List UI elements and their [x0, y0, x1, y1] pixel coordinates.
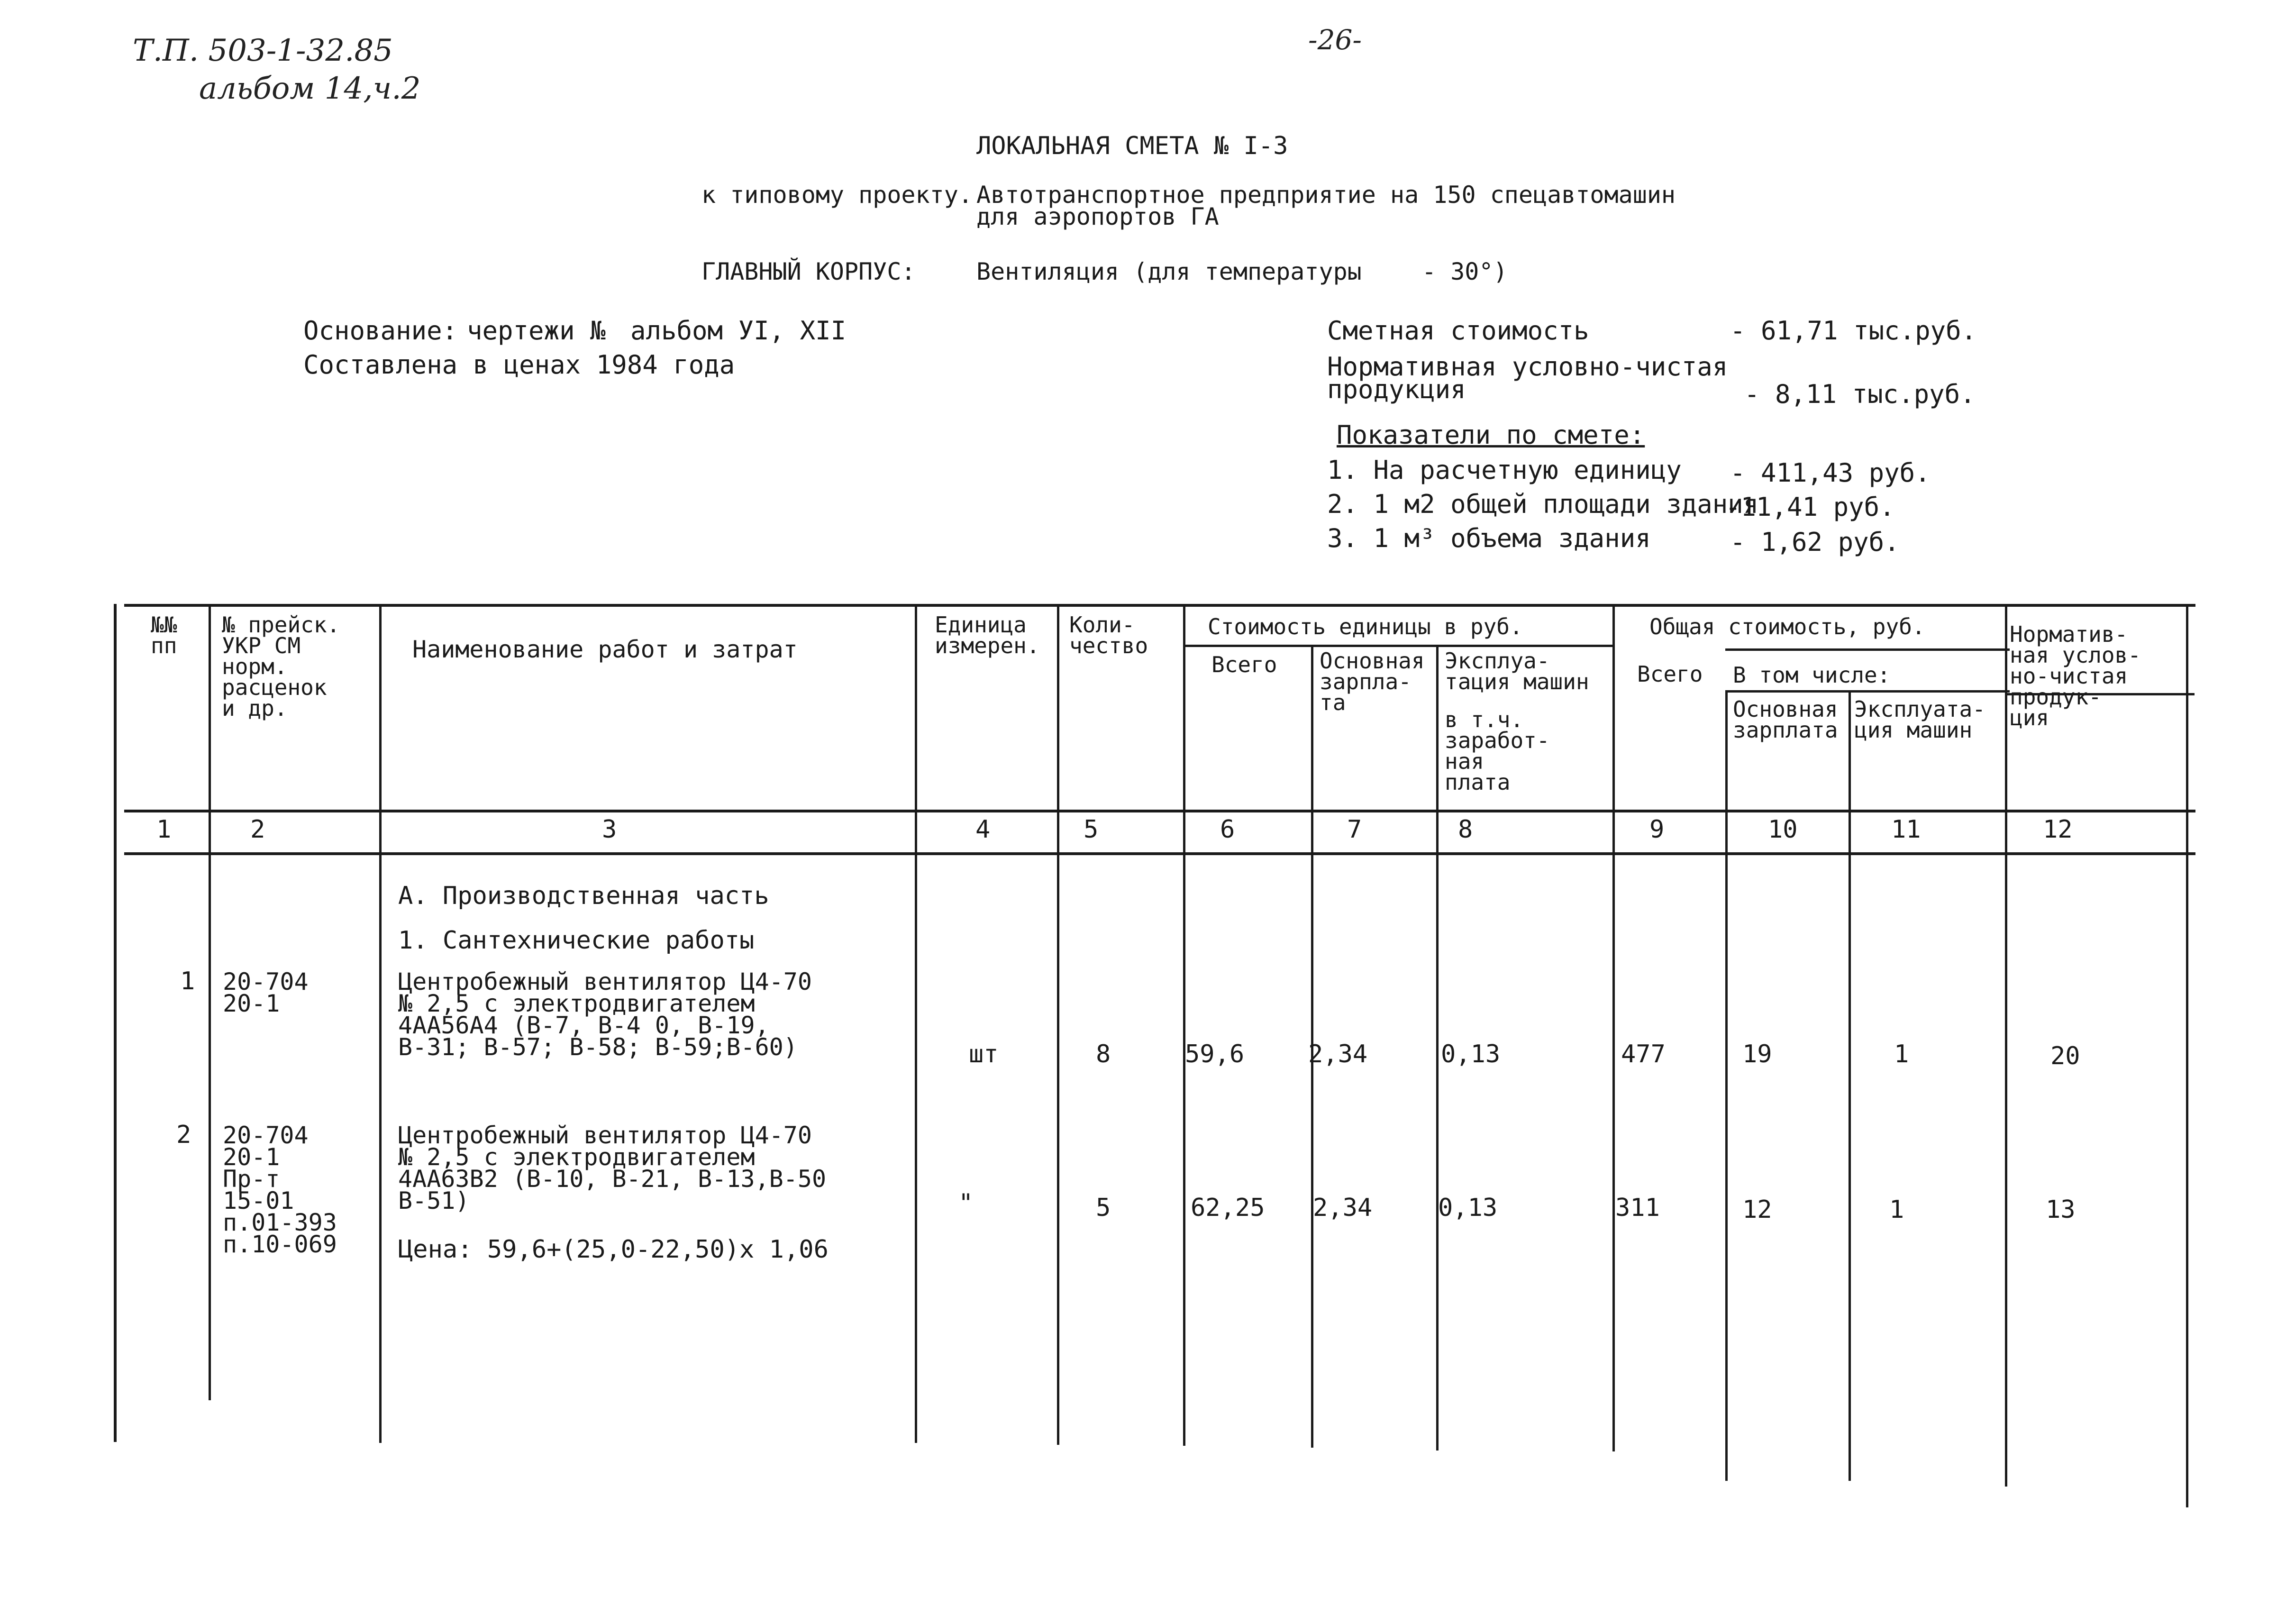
row1-number: 1 — [180, 967, 195, 995]
col-border-8 — [1612, 604, 1615, 1451]
header-total-cost-group: Общая стоимость, руб. — [1649, 614, 1925, 639]
basis-label: Основание: — [303, 316, 458, 346]
header-unit-wage: Основная зарпла- та — [1320, 648, 1425, 715]
document-title: ЛОКАЛЬНАЯ СМЕТА № I-3 — [976, 132, 1288, 160]
indicator-2-label: 2. 1 м2 общей площади здания — [1327, 489, 1759, 519]
col-border-2 — [379, 604, 382, 1443]
row1-name: Центробежный вентилятор Ц4-70 № 2,5 с электродвигателем 4АА56А4 (В-7, В-4 0, В-19, В-31; В-57; В-58; В-59;В-60) — [398, 968, 812, 1061]
row2-total-machines: 1 — [1889, 1195, 1904, 1224]
indicator-3-value: - 1,62 руб. — [1730, 527, 1900, 557]
col-number-12: 12 — [2043, 815, 2073, 844]
project-name-line2: для аэропортов ГА — [976, 203, 1219, 230]
row2-total: 311 — [1615, 1194, 1660, 1222]
basis-prices: Составлена в ценах 1984 года — [303, 350, 735, 380]
basis-album: альбом УI, ХII — [630, 316, 847, 346]
col-border-1 — [209, 604, 211, 1400]
row2-unit: " — [958, 1189, 974, 1217]
header-unit-total: Всего — [1211, 652, 1277, 677]
indicator-3-label: 3. 1 м³ объема здания — [1327, 523, 1651, 553]
row2-total-wage: 12 — [1742, 1195, 1772, 1224]
col-border-9 — [1725, 690, 1728, 1481]
row2-unit-machines: 0,13 — [1438, 1194, 1498, 1222]
header-norm-product: Норматив- ная услов- но-чистая продук- ция — [2010, 621, 2141, 730]
header-total-wage: Основная зарплата — [1733, 696, 1838, 743]
part-title: А. Производственная часть — [398, 882, 769, 910]
col-border-5 — [1183, 604, 1185, 1446]
col-number-7: 7 — [1347, 815, 1362, 844]
col-border-10 — [1849, 690, 1851, 1481]
handwritten-album: альбом 14,ч.2 — [199, 71, 421, 106]
row1-total: 477 — [1621, 1040, 1666, 1068]
row2-price-formula: Цена: 59,6+(25,0-22,50)х 1,06 — [398, 1235, 829, 1264]
row1-quantity: 8 — [1096, 1040, 1111, 1068]
section-value: Вентиляция (для температуры — [976, 258, 1362, 285]
section-label: ГЛАВНЫЙ КОРПУС: — [701, 258, 916, 285]
col-number-4: 4 — [975, 815, 991, 844]
row2-quantity: 5 — [1096, 1194, 1111, 1222]
col-number-8: 8 — [1458, 815, 1473, 844]
row2-number: 2 — [176, 1121, 191, 1149]
handwritten-reference: Т.П. 503-1-32.85 — [133, 33, 393, 68]
header-unit-machines: Эксплуа- тация машин — [1445, 648, 1589, 694]
col-border-7 — [1436, 646, 1439, 1451]
colnum-bottom-border — [124, 852, 2195, 855]
subpart-title: 1. Сантехнические работы — [398, 926, 755, 955]
row1-code: 20-704 20-1 — [223, 968, 309, 1017]
col-number-9: 9 — [1649, 815, 1665, 844]
header-total-machines: Эксплуата- ция машин — [1854, 696, 1985, 743]
col-border-12 — [2186, 604, 2188, 1507]
indicator-2-value: -11,41 руб. — [1725, 492, 1895, 522]
header-unit: Единица измерен. — [935, 612, 1040, 658]
cost-label: Сметная стоимость — [1327, 316, 1589, 346]
indicators-title: Показатели по смете: — [1337, 420, 1645, 450]
norm-value: - 8,11 тыс.руб. — [1744, 379, 1976, 409]
indicator-1-label: 1. На расчетную единицу — [1327, 455, 1682, 485]
row1-unit-total: 59,6 — [1185, 1040, 1245, 1068]
col-number-6: 6 — [1220, 815, 1235, 844]
header-including: В том числе: — [1733, 662, 1891, 688]
header-row-number: №№ пп — [151, 612, 177, 658]
header-unit-cost-group: Стоимость единицы в руб. — [1208, 614, 1523, 639]
section-temperature: - 30°) — [1422, 258, 1508, 285]
col-number-1: 1 — [156, 815, 172, 844]
col-border-4 — [1057, 604, 1059, 1445]
unit-group-divider — [1185, 645, 1614, 647]
basis-drawings: чертежи № — [467, 316, 606, 346]
project-name-line1: Автотранспортное предприятие на 150 спецавтомашин — [976, 181, 1676, 209]
row2-name: Центробежный вентилятор Ц4-70 № 2,5 с электродвигателем 4АА63В2 (В-10, В-21, В-13,В-50 В-51) — [398, 1122, 827, 1214]
page-number: -26- — [1308, 24, 1362, 56]
col-number-3: 3 — [602, 815, 617, 844]
col-border-0 — [114, 604, 117, 1442]
header-bottom-border — [124, 810, 2195, 812]
row1-total-wage: 19 — [1742, 1040, 1772, 1068]
incl-divider — [1725, 690, 2010, 693]
header-quantity: Коли- чество — [1069, 612, 1148, 658]
indicator-1-value: - 411,43 руб. — [1730, 458, 1931, 488]
col-number-11: 11 — [1891, 815, 1921, 844]
row1-unit-wage: 2,34 — [1308, 1040, 1368, 1068]
row1-total-machines: 1 — [1894, 1040, 1909, 1068]
table-top-border — [124, 604, 2195, 607]
row1-norm: 20 — [2050, 1042, 2080, 1070]
col-border-11 — [2005, 604, 2007, 1487]
norm-label-1: Нормативная условно-чистая — [1327, 352, 1728, 382]
col-number-5: 5 — [1084, 815, 1099, 844]
header-price-code: № прейск. УКР СМ норм. расценок и др. — [222, 612, 340, 721]
col-number-2: 2 — [250, 815, 265, 844]
row2-unit-total: 62,25 — [1191, 1194, 1265, 1222]
col-number-10: 10 — [1768, 815, 1798, 844]
row2-unit-wage: 2,34 — [1313, 1194, 1373, 1222]
cost-value: - 61,71 тыс.руб. — [1730, 316, 1977, 346]
row1-unit-machines: 0,13 — [1441, 1040, 1501, 1068]
norm-label-2: продукция — [1327, 374, 1466, 404]
project-label: к типовому проекту. — [701, 181, 973, 209]
total-group-divider — [1725, 648, 2010, 651]
header-unit-machines-wage: в т.ч. заработ- ная плата — [1445, 707, 1550, 795]
row1-unit: шт — [969, 1040, 999, 1068]
header-work-name: Наименование работ и затрат — [412, 636, 798, 663]
row2-norm: 13 — [2046, 1195, 2076, 1224]
col-border-3 — [915, 604, 917, 1443]
header-total: Всего — [1637, 661, 1703, 687]
row2-code: 20-704 20-1 Пр-т 15-01 п.01-393 п.10-069 — [223, 1122, 337, 1258]
